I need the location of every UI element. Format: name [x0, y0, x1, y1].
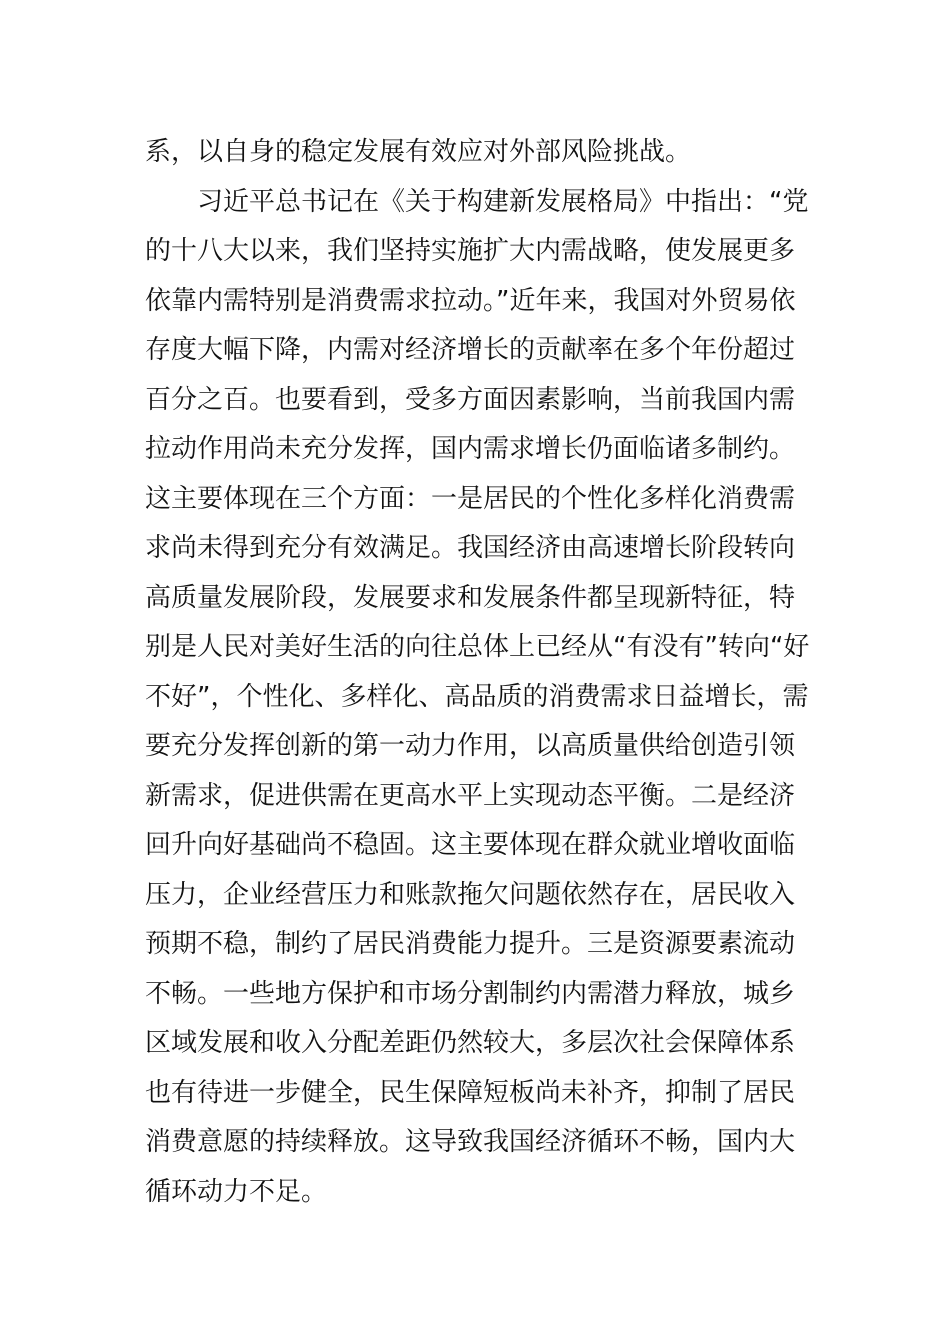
text-line: 不好”，个性化、多样化、高品质的消费需求日益增长，需 [145, 681, 809, 712]
text-line: 别是人民对美好生活的向往总体上已经从“有没有”转向“好 [145, 632, 810, 662]
paragraph-first-line: 习近平总书记在《关于构建新发展格局》中指出：“党 [197, 186, 809, 217]
text-line: 回升向好基础尚不稳固。这主要体现在群众就业增收面临 [145, 830, 796, 860]
text-line: 系，以自身的稳定发展有效应对外部风险挑战。 [145, 137, 692, 167]
text-line: 压力，企业经营压力和账款拖欠问题依然存在，居民收入 [145, 879, 796, 910]
text-line: 的十八大以来，我们坚持实施扩大内需战略，使发展更多 [145, 236, 796, 266]
text-line: 高质量发展阶段，发展要求和发展条件都呈现新特征，特 [145, 582, 796, 613]
text-line: 拉动作用尚未充分发挥，国内需求增长仍面临诸多制约。 [145, 434, 796, 464]
text-line: 循环动力不足。 [145, 1176, 328, 1207]
text-line: 依靠内需特别是消费需求拉动。”近年来，我国对外贸易依 [145, 285, 796, 316]
text-line: 也有待进一步健全，民生保障短板尚未补齐，抑制了居民 [145, 1077, 796, 1108]
text-line: 求尚未得到充分有效满足。我国经济由高速增长阶段转向 [145, 533, 796, 563]
text-line: 存度大幅下降，内需对经济增长的贡献率在多个年份超过 [145, 335, 796, 365]
body-text [145, 128, 810, 1217]
text-line: 要充分发挥创新的第一动力作用，以高质量供给创造引领 [145, 731, 796, 761]
text-line: 区域发展和收入分配差距仍然较大，多层次社会保障体系 [145, 1028, 796, 1058]
text-line: 预期不稳，制约了居民消费能力提升。三是资源要素流动 [145, 929, 796, 959]
text-line: 消费意愿的持续释放。这导致我国经济循环不畅，国内大 [145, 1127, 796, 1157]
text-line: 新需求，促进供需在更高水平上实现动态平衡。二是经济 [145, 780, 796, 811]
text-line: 不畅。一些地方保护和市场分割制约内需潜力释放，城乡 [145, 978, 796, 1009]
text-line: 百分之百。也要看到，受多方面因素影响，当前我国内需 [145, 384, 796, 415]
text-line: 这主要体现在三个方面：一是居民的个性化多样化消费需 [145, 483, 796, 514]
